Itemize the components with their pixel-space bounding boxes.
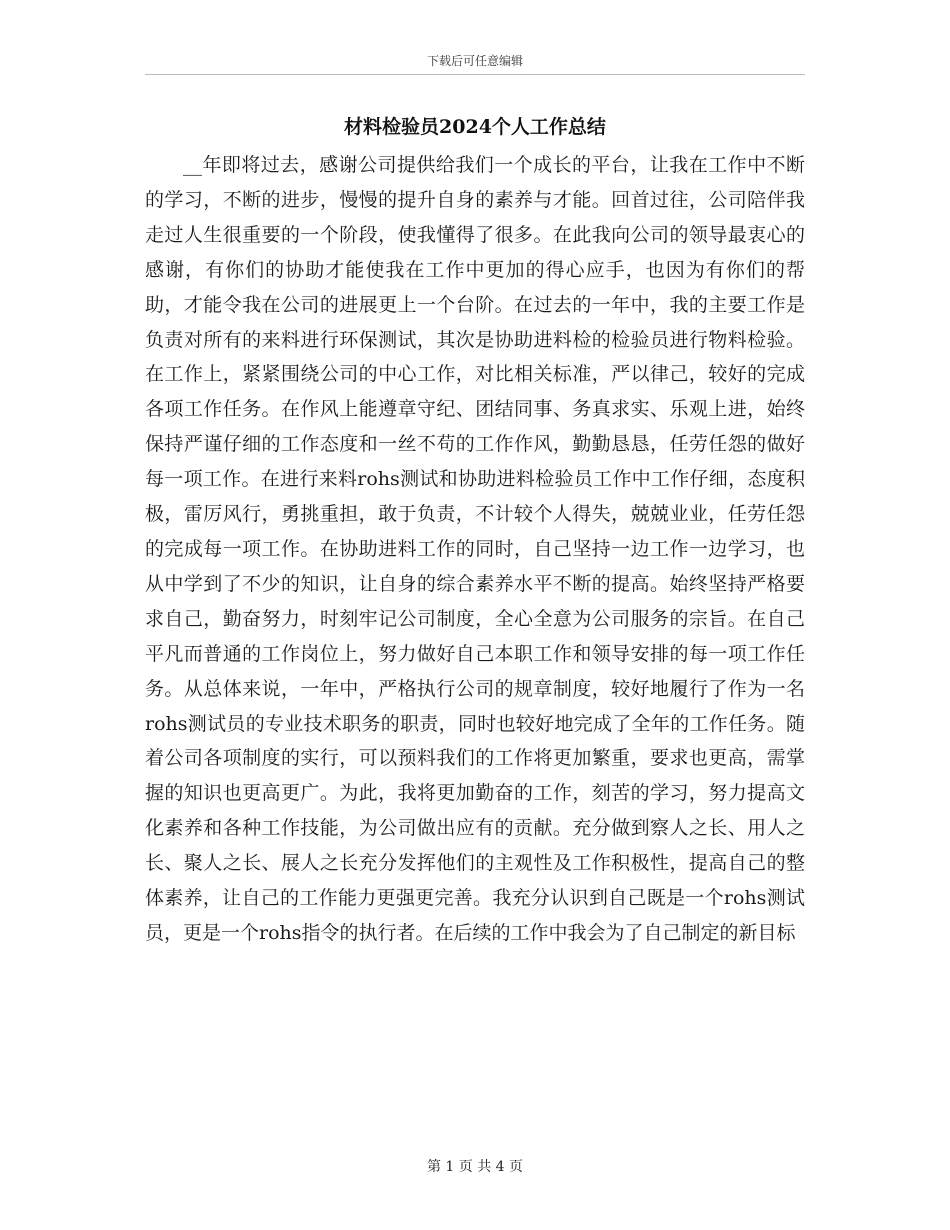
header-note: 下载后可任意编辑 <box>426 54 523 68</box>
document-title: 材料检验员2024个人工作总结 <box>344 116 606 138</box>
header-divider <box>145 74 805 75</box>
page-indicator: 第 1 页 共 4 页 <box>426 1159 524 1175</box>
body-paragraph: __年即将过去，感谢公司提供给我们一个成长的平台，让我在工作中不断的学习，不断的进步，慢慢的提升自身的素养与才能。回首过往，公司陪伴我走过人生很重要的一个阶段，使我懂得了很多。在此我向公司的领导最衷心的感谢，有你们的协助才能使我在工作中更加的得心应手，也因为有你们的帮助，才能令我在公司的进展更上一个台阶。在过去的一年中，我的主要工作是负责对所有的来料进行环保测试，其次是协助进料检的检验员进行物料检验。在工作上，紧紧围绕公司的中心工作，对比相关标准，严以律己，较好的完成各项工作任务。在作风上能遵章守纪、团结同事、务真求实、乐观上进，始终保持严谨仔细的工作态度和一丝不苟的工作作风，勤勤恳恳，任劳任怨的做好每一项工作。在进行来料rohs测试和协助进料检验员工作中工作仔细，态度积极，雷厉风行，勇挑重担，敢于负责，不计较个人得失，兢兢业业，任劳任怨的完成每一项工作。在协助进料工作的同时，自己坚持一边工作一边学习，也从中学到了不少的知识，让自身的综合素养水平不断的提高。始终坚持严格要求自己，勤奋努力，时刻牢记公司制度，全心全意为公司服务的宗旨。在自己平凡而普通的工作岗位上，努力做好自己本职工作和领导安排的每一项工作任务。从总体来说，一年中，严格执行公司的规章制度，较好地履行了作为一名rohs测试员的专业技术职务的职责，同时也较好地完成了全年的工作任务。随着公司各项制度的实行，可以预料我们的工作将更加繁重，要求也更高，需掌握的知识也更高更广。为此，我将更加勤奋的工作，刻苦的学习，努力提高文化素养和各种工作技能，为公司做出应有的贡献。充分做到察人之长、用人之长、聚人之长、展人之长充分发挥他们的主观性及工作积极性，提高自己的整体素养，让自己的工作能力更强更完善。我充分认识到自己既是一个rohs测试员，更是一个rohs指令的执行者。在后续的工作中我会为了自己制定的新目标 <box>145 154 805 944</box>
